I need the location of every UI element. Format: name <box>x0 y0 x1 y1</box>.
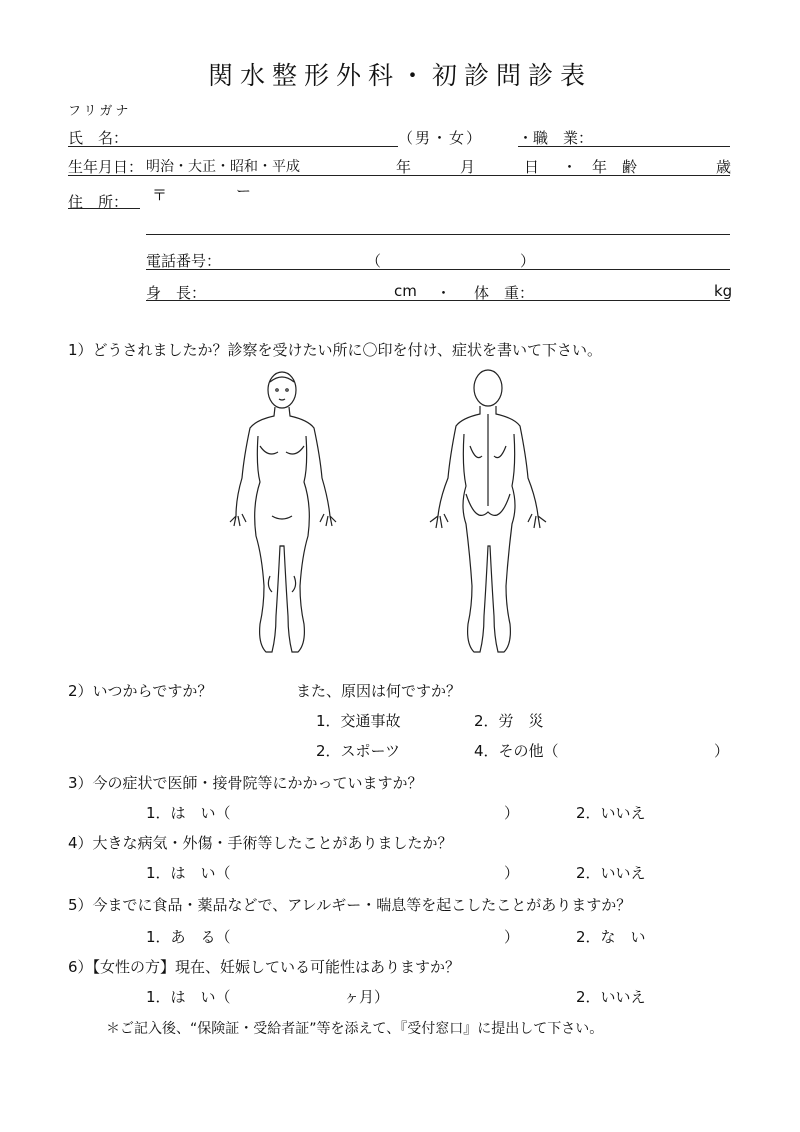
q2-other-close: ） <box>714 742 730 760</box>
question-6: 6）【女性の方】現在、妊娠している可能性はありますか？ <box>68 958 461 976</box>
question-2: 2）いつからですか？ <box>68 682 213 700</box>
phone-paren-close: ） <box>520 252 536 270</box>
age-unit: 歳 <box>716 158 732 176</box>
question-3: 3）今の症状で医師・接骨院等にかかっていますか？ <box>68 774 423 792</box>
q3-yes-close: ） <box>504 804 520 822</box>
question-5: 5）今までに食品・薬品などで、アレルギー・喘息等を起こしたことがありますか？ <box>68 896 632 914</box>
q2-option-other[interactable]: 4．その他（ <box>474 742 559 760</box>
q6-months: ヶ月） <box>344 988 390 1006</box>
name-underline[interactable] <box>68 146 398 147</box>
q4-option-yes[interactable]: 1．は い（ <box>146 864 231 882</box>
q6-option-no[interactable]: 2．いいえ <box>576 988 646 1006</box>
question-4: 4）大きな病気・外傷・手術等したことがありましたか？ <box>68 834 453 852</box>
address-label-underline <box>68 208 140 209</box>
postal-dash: ー <box>236 182 252 200</box>
body-front-figure[interactable] <box>226 366 358 660</box>
address-underline[interactable] <box>146 234 730 235</box>
footer-instruction: ＊ご記入後、“保険証・受給者証”等を添えて、『受付窓口』に提出して下さい。 <box>106 1021 604 1037</box>
sex-choice[interactable]: （男・女） <box>398 129 484 147</box>
year-label: 年 <box>396 158 412 176</box>
furigana-label: フリガナ <box>68 104 132 119</box>
q5-option-yes[interactable]: 1．あ る（ <box>146 928 231 946</box>
q3-option-yes[interactable]: 1．は い（ <box>146 804 231 822</box>
phone-paren-open: （ <box>366 252 382 270</box>
form-title: 関水整形外科・初診問診表 <box>207 61 592 90</box>
q2-option-work-injury[interactable]: 2．労 災 <box>474 712 544 730</box>
job-label: ・職 業： <box>518 129 594 147</box>
height-label: 身 長： <box>146 284 207 302</box>
q6-option-yes[interactable]: 1．は い（ <box>146 988 231 1006</box>
birth-underline[interactable] <box>68 175 730 176</box>
postal-mark: 〒 <box>152 186 168 204</box>
month-label: 月 <box>460 158 476 176</box>
birth-label: 生年月日： <box>68 158 144 176</box>
q4-option-no[interactable]: 2．いいえ <box>576 864 646 882</box>
q5-yes-close: ） <box>504 928 520 946</box>
body-back-figure[interactable] <box>420 366 560 660</box>
phone-label: 電話番号： <box>146 252 222 270</box>
phone-underline[interactable] <box>146 269 730 270</box>
q5-option-no[interactable]: 2．な い <box>576 928 646 946</box>
name-label: 氏 名： <box>68 129 129 147</box>
address-label: 住 所： <box>68 193 129 211</box>
question-2b: また、原因は何ですか？ <box>296 682 462 700</box>
q2-option-sports[interactable]: 2．スポーツ <box>316 742 400 760</box>
day-label: 日 <box>524 158 540 176</box>
q2-option-traffic[interactable]: 1．交通事故 <box>316 712 401 730</box>
separator-dot-2: ・ <box>436 284 452 302</box>
separator-dot: ・ <box>562 158 578 176</box>
job-underline[interactable] <box>518 146 730 147</box>
weight-unit: kg <box>714 282 733 300</box>
weight-label: 体 重： <box>474 284 535 302</box>
age-label: 年 齢 <box>592 158 638 176</box>
era-options[interactable]: 明治・大正・昭和・平成 <box>146 159 300 175</box>
height-unit: cm <box>394 282 417 300</box>
q3-option-no[interactable]: 2．いいえ <box>576 804 646 822</box>
question-1: 1）どうされましたか？診察を受けたい所に〇印を付け、症状を書いて下さい。 <box>68 341 602 359</box>
body-size-underline[interactable] <box>146 300 730 301</box>
q4-yes-close: ） <box>504 864 520 882</box>
